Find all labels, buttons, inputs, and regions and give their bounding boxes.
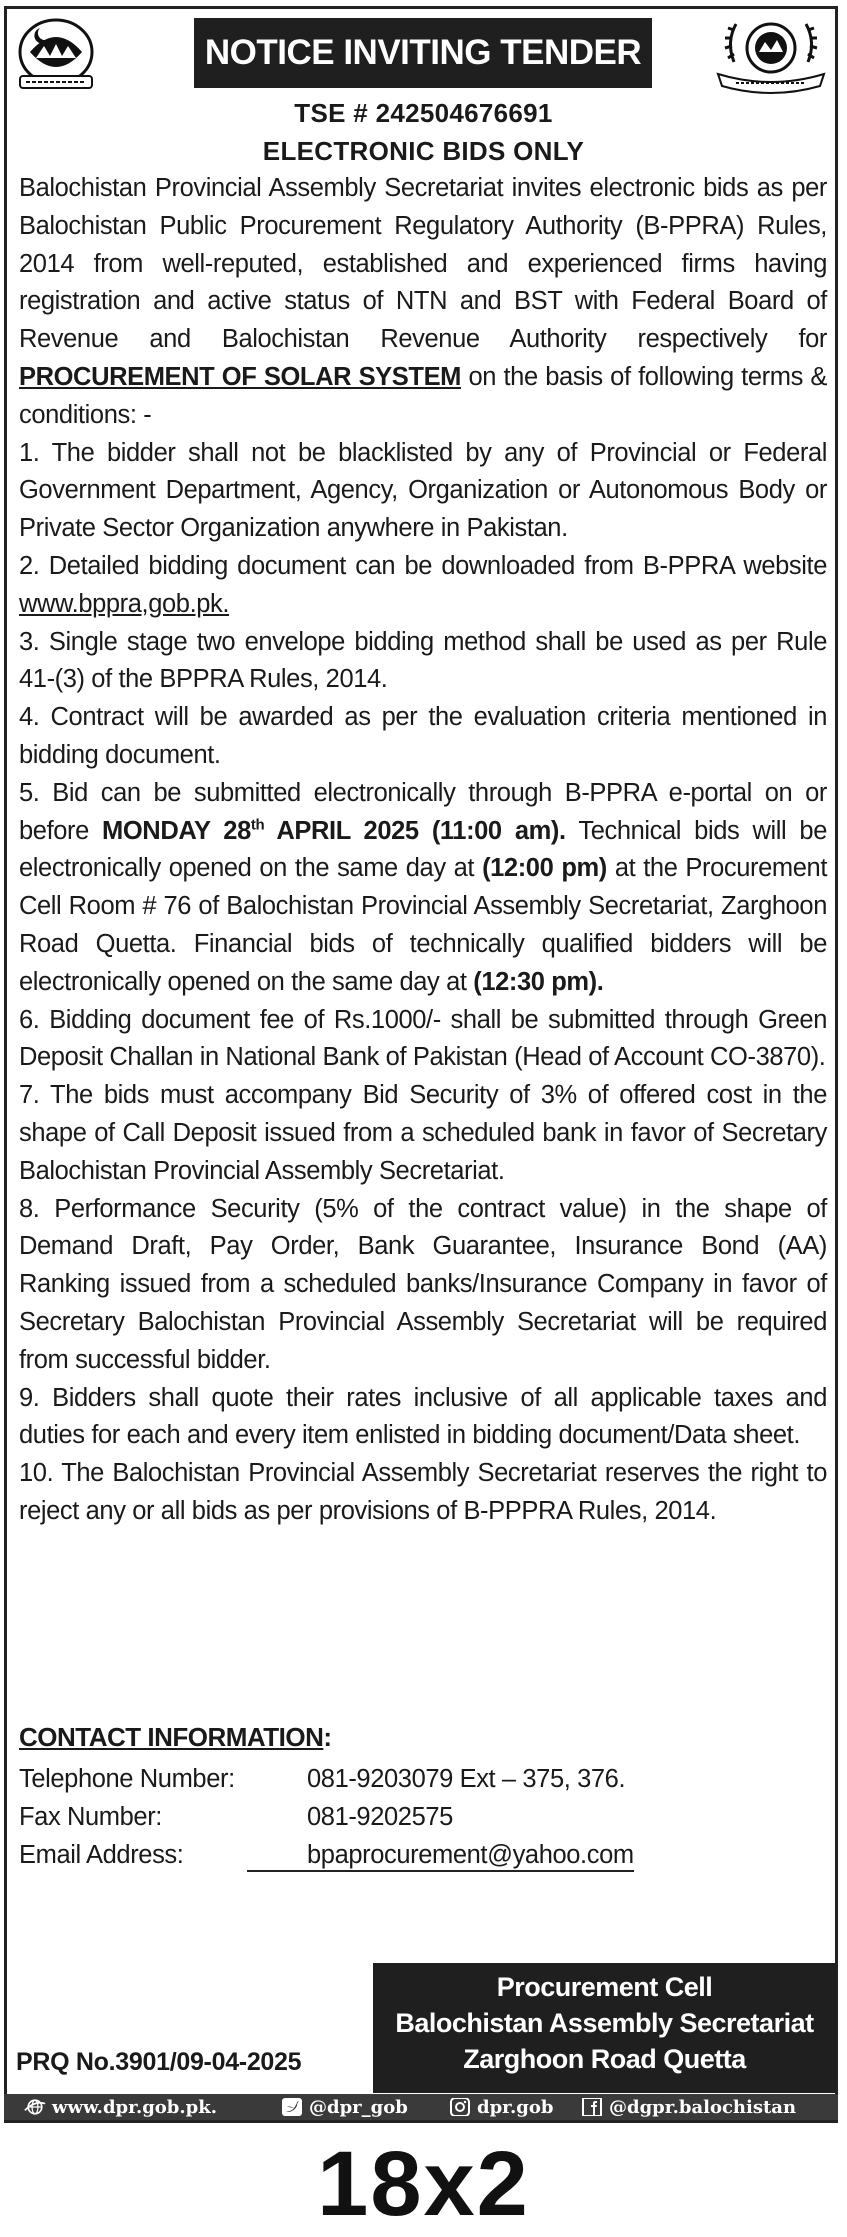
technical-opening-time: (12:00 pm) bbox=[482, 854, 607, 883]
term-4: 4. Contract will be awarded as per the evaluation criteria mentioned in bidding document. bbox=[19, 703, 827, 769]
email-row bbox=[19, 1840, 634, 1872]
instagram-handle: dpr.gob bbox=[477, 2096, 554, 2118]
tse-number: TSE # 242504676691 bbox=[294, 98, 553, 128]
fax-row bbox=[19, 1803, 453, 1832]
email-link[interactable]: bpaprocurement@yahoo.com bbox=[247, 1840, 634, 1872]
term-10: 10. The Balochistan Provincial Assembly Secretariat reserves the right to reject any or all bids as per provisions of B-PPPRA Rules, 2014. bbox=[19, 1459, 827, 1525]
financial-opening-time: (12:30 pm). bbox=[473, 967, 604, 996]
term-2-text: 2. Detailed bidding document can be downloaded from B-PPRA website bbox=[19, 551, 827, 580]
term-5 bbox=[19, 775, 827, 1002]
intro-text-end: on the basis of following terms & conditions: - bbox=[19, 362, 827, 429]
bppra-website-link[interactable]: www.bppra,gob.pk. bbox=[19, 589, 230, 618]
signature-line-3: Zarghoon Road Quetta bbox=[463, 2044, 746, 2074]
deadline-suffix: th bbox=[250, 816, 265, 834]
notice-body bbox=[19, 170, 827, 1531]
bids-type: ELECTRONIC BIDS ONLY bbox=[262, 136, 585, 166]
footer-twitter[interactable] bbox=[281, 2094, 408, 2120]
term-5-text-3: at the Procurement Cell Room # 76 of Balochistan Provincial Assembly Secretariat, Zarghoon Road Quetta. Financial bids of technically qualified bidders will be electronically opened on the same day at bbox=[19, 854, 828, 996]
contact-heading-colon: : bbox=[323, 1722, 332, 1752]
term-1: 1. The bidder shall not be blacklisted by any of Provincial or Federal Government Department, Agency, Organization or Autonomous Body or Private Sector Organization anywhere in Pakistan. bbox=[19, 438, 827, 543]
assembly-logo-icon bbox=[712, 12, 830, 96]
prq-number: PRQ No.3901/09-04-2025 bbox=[16, 2048, 302, 2076]
twitter-icon bbox=[281, 2097, 303, 2117]
twitter-handle: @dpr_gob bbox=[309, 2096, 408, 2118]
facebook-icon bbox=[581, 2097, 603, 2117]
instagram-icon bbox=[449, 2097, 471, 2117]
term-5-text-2: Technical bids will be electronically opened on the same day at bbox=[19, 816, 827, 883]
term-8: 8. Performance Security (5% of the contract value) in the shape of Demand Draft, Pay Order, Bank Guarantee, Insurance Bond (AA) Ranking issued from a scheduled banks/Insurance Company in favor of Secretary Balochistan Provincial Assembly Secretariat will be required from successful bidder. bbox=[19, 1194, 827, 1374]
website-text: www.dpr.gob.pk. bbox=[52, 2096, 217, 2118]
contact-heading bbox=[19, 1722, 332, 1753]
fax-label: Fax Number: bbox=[19, 1803, 162, 1831]
footer-instagram[interactable] bbox=[449, 2094, 553, 2120]
signature-line-2: Balochistan Assembly Secretariat bbox=[395, 2008, 814, 2038]
term-7: 7. The bids must accompany Bid Security of 3% of offered cost in the shape of Call Deposit issued from a scheduled bank in favor of Secretary Balochistan Provincial Assembly Secretariat. bbox=[19, 1081, 827, 1185]
telephone-value: 081-9203079 Ext – 375, 376. bbox=[307, 1765, 626, 1793]
globe-icon bbox=[24, 2097, 46, 2117]
facebook-handle: @dgpr.balochistan bbox=[609, 2096, 797, 2118]
term-6: 6. Bidding document fee of Rs.1000/- shall be submitted through Green Deposit Challan in National Bank of Pakistan (Head of Account CO-3870). bbox=[19, 1005, 827, 1072]
submission-deadline bbox=[102, 817, 566, 845]
term-2 bbox=[19, 548, 827, 624]
intro-text: Balochistan Provincial Assembly Secretariat invites electronic bids as per Balochistan Public Procurement Regulatory Authority (B-PPRA) Rules, 2014 from well-reputed, established and experienced firms having registration and active status of NTN and BST with Federal Board of Revenue and Balochistan Revenue Authority respectively for bbox=[19, 174, 827, 354]
telephone-row bbox=[19, 1765, 625, 1794]
notice-title: NOTICE INVITING TENDER bbox=[194, 18, 652, 88]
balochistan-emblem-icon bbox=[10, 12, 102, 96]
contact-heading-label: CONTACT INFORMATION bbox=[19, 1722, 324, 1752]
footer-website[interactable] bbox=[24, 2094, 217, 2120]
ad-size-label: 18x2 bbox=[317, 2133, 530, 2235]
intro-paragraph bbox=[19, 170, 827, 435]
signature-line-1: Procurement Cell bbox=[496, 1972, 713, 2002]
procurement-subject: PROCUREMENT OF SOLAR SYSTEM bbox=[19, 362, 462, 391]
deadline-day: MONDAY 28 bbox=[102, 816, 251, 845]
term-5-text: 5. Bid can be submitted electronically through B-PPRA e-portal on or before bbox=[19, 778, 827, 845]
term-3: 3. Single stage two envelope bidding method shall be used as per Rule 41-(3) of the BPPRA Rules, 2014. bbox=[19, 627, 827, 694]
footer-bar bbox=[4, 2094, 838, 2120]
email-label: Email Address: bbox=[19, 1841, 184, 1869]
telephone-label: Telephone Number: bbox=[19, 1765, 235, 1793]
signature-block bbox=[373, 1963, 836, 2093]
deadline-month: APRIL 2025 (11:00 am). bbox=[264, 816, 566, 845]
footer-facebook[interactable] bbox=[581, 2094, 796, 2120]
fax-value: 081-9202575 bbox=[307, 1803, 453, 1831]
term-9: 9. Bidders shall quote their rates inclusive of all applicable taxes and duties for each and every item enlisted in bidding document/Data sheet. bbox=[19, 1383, 827, 1450]
